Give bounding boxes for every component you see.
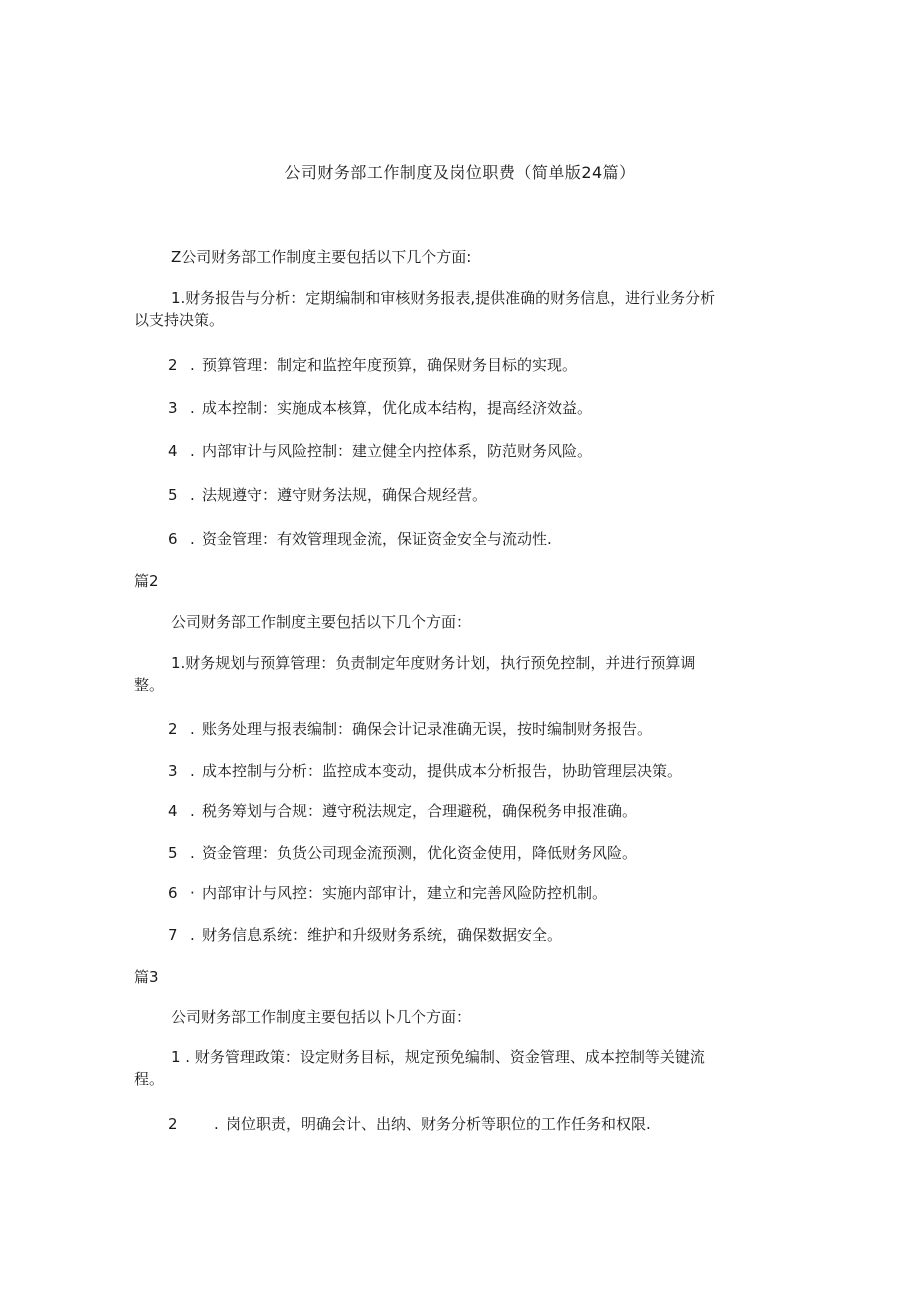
list-item-number: 6 xyxy=(168,884,178,902)
list-item-text: 资金管理：负货公司现金流预测，优化资金使用，降低财务风险。 xyxy=(202,844,638,862)
section-heading: 篇3 xyxy=(134,968,159,986)
list-item xyxy=(168,760,682,782)
list-item-number: 2 xyxy=(168,720,178,738)
list-item-number: 5 xyxy=(168,486,178,504)
list-item xyxy=(168,1113,651,1135)
list-item xyxy=(134,287,794,331)
list-item-line: 1 . 财务管理政策：设定财务目标，规定预免编制、资金管理、成本控制等关键流 xyxy=(171,1048,705,1066)
list-item xyxy=(168,718,652,740)
list-item-text: 财务信息系统：维护和升级财务系统，确保数据安全。 xyxy=(202,926,563,944)
list-item-text: 资金管理：有效管理现金流，保证资金安全与流动性. xyxy=(202,530,552,548)
list-item-separator: . xyxy=(190,762,195,780)
list-item-separator: . xyxy=(190,802,195,820)
list-item-text: 法规遵守：遵守财务法规，确保合规经营。 xyxy=(202,486,488,504)
list-item xyxy=(168,842,637,864)
list-item-separator: . xyxy=(190,486,195,504)
list-item-separator: . xyxy=(190,720,195,738)
list-item-number: 2 xyxy=(168,1115,178,1133)
list-item-separator: . xyxy=(190,530,195,548)
section-intro: 公司财务部工作制度主要包括以下几个方面： xyxy=(171,613,472,631)
list-item xyxy=(168,882,607,904)
list-item-number: 6 xyxy=(168,530,178,548)
list-item-text: 账务处理与报表编制：确保会计记录准确无误，按时编制财务报告。 xyxy=(202,720,653,738)
section-intro: 公司财务部工作制度主要包括以卜几个方面： xyxy=(171,1008,472,1026)
list-item-number: 4 xyxy=(168,442,178,460)
section-heading: 篇2 xyxy=(134,572,159,590)
list-item xyxy=(168,528,552,550)
list-item-separator: . xyxy=(190,399,195,417)
list-item xyxy=(168,924,562,946)
list-item xyxy=(168,484,487,506)
list-item-line: 整。 xyxy=(134,676,165,694)
list-item-line: 以支持决策。 xyxy=(134,311,225,329)
list-item xyxy=(134,652,794,696)
list-item xyxy=(168,354,577,376)
page-title: 公司财务部工作制度及岗位职费（简单版24篇） xyxy=(284,163,636,182)
list-item-number: 4 xyxy=(168,802,178,820)
list-item xyxy=(134,1046,794,1090)
list-item-text: 内部审计与风险控制：建立健全内控体系，防范财务风险。 xyxy=(202,442,593,460)
list-item-text: 税务筹划与合规：遵守税法规定，合理避税，确保税务申报准确。 xyxy=(202,802,638,820)
list-item-number: 7 xyxy=(168,926,178,944)
list-item-number: 3 xyxy=(168,762,178,780)
list-item-text: 内部审计与风控：实施内部审计，建立和完善风险防控机制。 xyxy=(202,884,608,902)
list-item xyxy=(168,800,637,822)
list-item-line: 1.财务规划与预算管理：负责制定年度财务计划，执行预免控制，并进行预算调 xyxy=(171,654,696,672)
list-item-line: 1.财务报告与分析：定期编制和审核财务报表,提供准确的财务信息，进行业务分析 xyxy=(171,289,716,307)
list-item-separator: . xyxy=(214,1115,219,1133)
list-item-separator: . xyxy=(190,442,195,460)
list-item xyxy=(168,440,592,462)
list-item-text: 成本控制与分析：监控成本变动，提供成本分析报告，协助管理层决策。 xyxy=(202,762,683,780)
list-item-separator: . xyxy=(190,844,195,862)
list-item-number: 3 xyxy=(168,399,178,417)
list-item-separator: . xyxy=(190,926,195,944)
list-item-separator: · xyxy=(190,884,195,902)
list-item-text: 预算管理：制定和监控年度预算，确保财务目标的实现。 xyxy=(202,356,578,374)
list-item-text: 岗位职责，明确会计、出纳、财务分析等职位的工作任务和权限. xyxy=(226,1115,651,1133)
list-item-line: 程。 xyxy=(134,1070,165,1088)
list-item-number: 2 xyxy=(168,356,178,374)
list-item-text: 成本控制：实施成本核算，优化成本结构，提高经济效益。 xyxy=(202,399,593,417)
list-item-separator: . xyxy=(190,356,195,374)
list-item xyxy=(168,397,592,419)
section-intro: Z公司财务部工作制度主要包括以下几个方面: xyxy=(171,248,472,266)
list-item-number: 5 xyxy=(168,844,178,862)
